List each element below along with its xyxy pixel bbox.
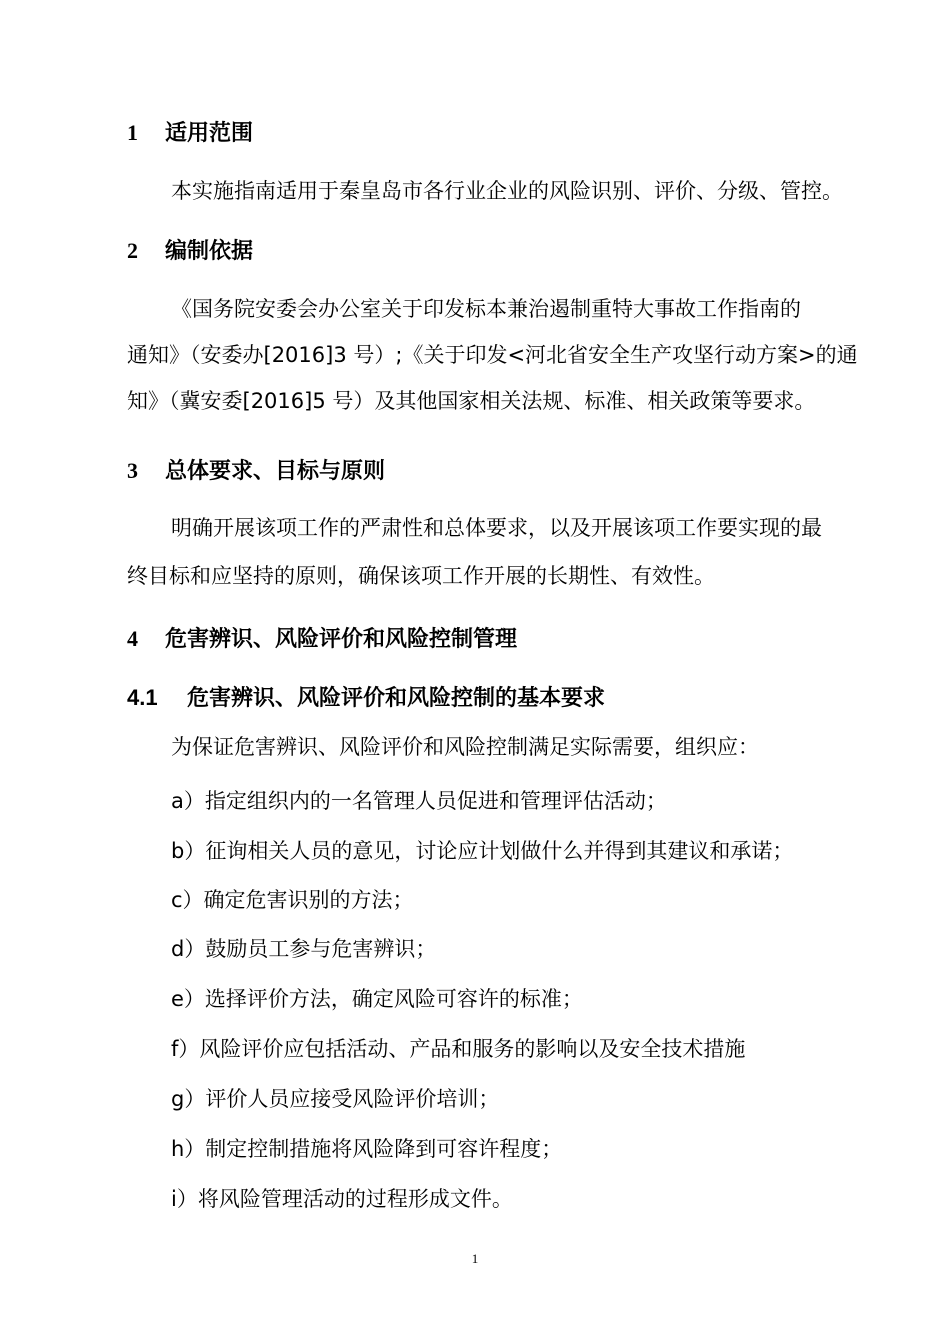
section-heading — [127, 456, 385, 487]
section-number: 1 — [127, 120, 138, 145]
paragraph — [127, 513, 862, 591]
section-title: 适用范围 — [165, 121, 254, 146]
paragraph-line: 明确开展该项工作的严肃性和总体要求，以及开展该项工作要实现的最 — [171, 516, 822, 540]
paragraph — [127, 294, 862, 416]
list-item: c）确定危害识别的方法； — [171, 888, 414, 912]
paragraph: 为保证危害辨识、风险评价和风险控制满足实际需要，组织应： — [171, 735, 759, 759]
list-item: f）风险评价应包括活动、产品和服务的影响以及安全技术措施 — [171, 1037, 746, 1061]
subsection-heading — [127, 683, 605, 714]
section-title: 编制依据 — [165, 239, 254, 264]
paragraph-line: 通知》（安委办[2016]3 号）;《关于印发<河北省安全生产攻坚行动方案>的通 — [127, 343, 858, 367]
list-item: i）将风险管理活动的过程形成文件。 — [171, 1187, 513, 1211]
list-item: h）制定控制措施将风险降到可容许程度； — [171, 1137, 563, 1161]
section-number: 4 — [127, 626, 138, 651]
section-heading — [127, 624, 517, 655]
section-title: 总体要求、目标与原则 — [165, 459, 386, 484]
list-item: d）鼓励员工参与危害辨识； — [171, 937, 437, 961]
subsection-number: 4.1 — [127, 685, 158, 710]
list-item: e）选择评价方法，确定风险可容许的标准； — [171, 987, 583, 1011]
subsection-title: 危害辨识、风险评价和风险控制的基本要求 — [187, 686, 606, 711]
paragraph-line: 终目标和应坚持的原则，确保该项工作开展的长期性、有效性。 — [127, 564, 715, 588]
section-number: 3 — [127, 458, 138, 483]
section-number: 2 — [127, 238, 138, 263]
section-heading — [127, 236, 253, 267]
list-item: g）评价人员应接受风险评价培训； — [171, 1087, 500, 1111]
list-item: b）征询相关人员的意见，讨论应计划做什么并得到其建议和承诺； — [171, 839, 794, 863]
list-item: a）指定组织内的一名管理人员促进和管理评估活动； — [171, 789, 667, 813]
paragraph: 本实施指南适用于秦皇岛市各行业企业的风险识别、评价、分级、管控。 — [171, 179, 843, 203]
section-title: 危害辨识、风险评价和风险控制管理 — [165, 627, 518, 652]
section-heading — [127, 118, 253, 149]
page-number: 1 — [471, 1251, 479, 1266]
paragraph-line: 知》（冀安委[2016]5 号）及其他国家相关法规、标准、相关政策等要求。 — [127, 389, 816, 413]
paragraph-line: 《国务院安委会办公室关于印发标本兼治遏制重特大事故工作指南的 — [171, 297, 801, 321]
